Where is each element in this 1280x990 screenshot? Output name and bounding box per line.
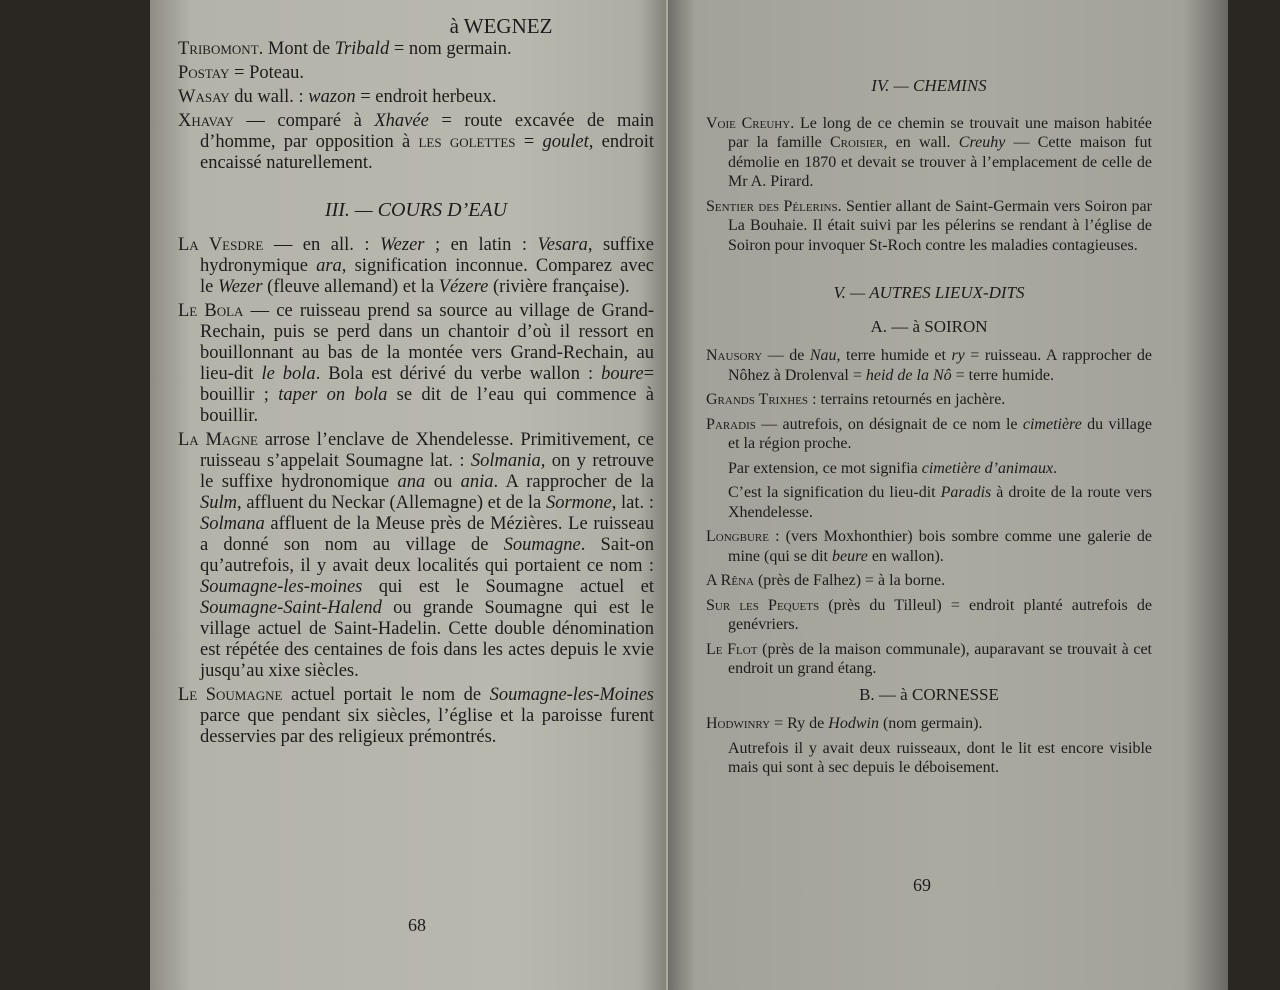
italic-text: Nau: [809, 347, 837, 364]
entry-term: Le Soumagne: [178, 685, 283, 705]
italic-text: ara: [316, 256, 342, 276]
left-page-text: [178, 16, 654, 751]
entry-term: Wasay: [178, 87, 230, 107]
text-segment: qui est le Soumagne actuel et: [362, 577, 654, 597]
entry: [178, 430, 654, 682]
page-number: 68: [408, 915, 426, 935]
text-segment: = Ry de: [770, 715, 829, 732]
text-segment: — Cette maison fut démolie en 1870 et devait se trouver à l’emplacement de celle de Mr A. Pirard.: [728, 134, 1152, 190]
entry-term: Voie Creuhy: [706, 114, 791, 132]
text-segment: , affluent du Neckar (Allemagne) et de la: [237, 493, 546, 513]
text-segment: arrose l’enclave de Xhendelesse. Primitivement, ce ruisseau s’appelait Soumagne lat. :: [200, 430, 654, 471]
italic-text: Creuhy: [958, 134, 1006, 151]
entry-continuation: [706, 483, 1152, 522]
text-segment: , suffixe hydronymique: [200, 235, 655, 276]
italic-text: Hodwin: [828, 715, 879, 732]
italic-text: Sormone: [545, 493, 612, 513]
entry-term: les golettes: [418, 132, 516, 152]
text-segment: = bouillir ;: [200, 364, 654, 405]
text-segment: parce que pendant six siècles, l’église et la paroisse furent desservies par des religieux prémontrés.: [200, 706, 654, 747]
text-segment: Autrefois il y avait deux ruisseaux, dont le lit est encore visible mais qui sont à sec depuis le déboisement.: [728, 739, 1152, 776]
text-segment: = terre humide.: [951, 366, 1054, 384]
text-segment: . Sait-on qu’autrefois, il y avait deux localités qui portaient ce nom :: [200, 535, 654, 576]
text-segment: ou grande Soumagne qui est le village actuel de Saint-Hadelin. Cette double dénomination est répétée des centaines de fois dans les actes depuis le xvie jusqu’au xixe siècles.: [200, 598, 654, 681]
left-page: [150, 0, 670, 990]
italic-text: ana: [397, 472, 426, 492]
text-segment: (près du Tilleul) = endroit planté autrefois de genévriers.: [728, 596, 1152, 633]
italic-text: Wezer: [217, 277, 263, 297]
text-segment: C’est la signification du lieu-dit: [728, 484, 941, 501]
section-heading: IV. — CHEMINS: [871, 76, 987, 95]
text-segment: — autrefois, on désignait de ce nom le: [755, 415, 1023, 433]
entry-term: Sentier des Pélerins: [706, 197, 838, 215]
entry: [178, 301, 654, 427]
italic-text: wazon: [308, 87, 356, 107]
entry-term: Nausory: [706, 347, 763, 364]
text-segment: . Bola est dérivé du verbe wallon :: [315, 364, 602, 384]
entry-list: [178, 235, 654, 682]
text-segment: — comparé à: [233, 111, 375, 131]
text-segment: (près de Falhez) = à la borne.: [753, 572, 946, 589]
italic-text: Tribald: [334, 39, 390, 59]
entry-term: Grands Trixhes: [706, 391, 809, 408]
entry-list: [706, 346, 1152, 679]
entry-term: Paradis: [706, 415, 756, 433]
entry: [706, 596, 1152, 635]
entry: [706, 415, 1152, 454]
text-segment: , terre humide et: [836, 347, 952, 364]
right-page-text: [706, 76, 1152, 783]
italic-text: goulet: [542, 132, 589, 152]
italic-text: heid de la Nô: [865, 366, 952, 384]
italic-text: Vesara: [537, 235, 588, 255]
italic-text: Soumagne-Saint-Halend: [200, 598, 382, 618]
section-heading: III. — COURS D’EAU: [324, 199, 508, 221]
text-segment: (près de la maison communale), auparavant se trouvait à cet endroit un grand étang.: [728, 640, 1153, 677]
entry: [706, 527, 1152, 566]
italic-text: cimetière: [1022, 415, 1082, 433]
entry-list: [706, 114, 1152, 256]
text-segment: , lat. :: [611, 493, 654, 513]
text-segment: = nom germain.: [389, 39, 512, 59]
entry-term: Postay: [178, 63, 230, 83]
text-segment: . A rapprocher de la: [493, 472, 655, 492]
italic-text: Xhavée: [374, 111, 429, 131]
italic-text: ry: [951, 347, 965, 364]
text-segment: Par extension, ce mot signifia: [728, 459, 922, 477]
italic-text: beure: [831, 547, 868, 565]
text-segment: . Sentier allant de Saint-Germain vers Soiron par La Bouhaie. Il était suivi par les pélerins se rendant à l’église de Soiron pour invoquer St-Roch contre les maladies contagieuses.: [728, 197, 1152, 254]
italic-text: Solmana: [200, 514, 265, 534]
text-segment: : (vers Moxhonthier) bois sombre comme une galerie de mine (qui se dit: [728, 528, 1152, 565]
entry-term: La Vesdre: [178, 235, 264, 255]
text-segment: . Le long de ce chemin se trouvait une maison habitée par la famille: [728, 114, 1153, 151]
right-page: [668, 0, 1228, 990]
entry-term: Xhavay: [178, 111, 234, 131]
entry: [178, 235, 654, 298]
entry: [706, 714, 1152, 734]
entry: [178, 111, 654, 174]
subsection-heading: B. — à CORNESSE: [859, 684, 999, 704]
text-segment: — de: [762, 347, 810, 364]
text-segment: actuel portait le nom de: [282, 685, 490, 705]
page-number: 69: [913, 875, 931, 895]
entry: [178, 87, 654, 108]
entry-continuation: [706, 459, 1152, 479]
italic-text: taper on bola: [278, 385, 388, 405]
text-segment: , en wall.: [883, 134, 959, 151]
italic-text: Soumagne: [503, 535, 581, 555]
italic-text: cimetière d’animaux: [921, 459, 1054, 477]
text-segment: = ruisseau. A rapprocher de Nôhez à Drolenval =: [728, 347, 1152, 384]
entry-term: Hodwinry: [706, 715, 771, 732]
entry-list: [706, 714, 1152, 778]
entry-term: Tribomont: [178, 39, 259, 59]
text-segment: (fleuve allemand) et la: [262, 277, 439, 297]
entry-term: Croisier: [829, 134, 884, 151]
italic-text: le bola: [261, 364, 316, 384]
text-segment: du wall. :: [229, 87, 309, 107]
text-segment: (nom germain).: [878, 715, 983, 732]
text-segment: affluent de la Meuse près de Mézières. Le ruisseau a donné son nom au village de: [200, 514, 654, 555]
entry: [706, 346, 1152, 385]
text-segment: : terrains retournés en jachère.: [808, 391, 1006, 408]
text-segment: se dit de l’eau qui commence à bouillir.: [200, 385, 654, 426]
text-segment: — ce ruisseau prend sa source au village de Grand-Rechain, puis se perd dans un chantoir d’où il ressort en bouillonnant au bas de la montée vers Grand-Rechain, au lieu-dit: [200, 301, 654, 384]
running-head: à WEGNEZ: [449, 14, 553, 38]
text-segment: . Mont de: [258, 39, 335, 59]
entry: [706, 197, 1152, 256]
entry: [706, 640, 1152, 679]
italic-text: ania: [460, 472, 494, 492]
entry-term: La Magne: [178, 430, 258, 450]
entry: [178, 63, 654, 84]
italic-text: Solmania,: [470, 451, 546, 471]
italic-text: Paradis: [940, 484, 992, 501]
text-segment: , signification inconnue. Comparez avec le: [200, 256, 654, 297]
italic-text: boure: [601, 364, 644, 384]
entry-list: [178, 39, 654, 174]
text-segment: .: [1053, 459, 1058, 477]
italic-text: Vézere: [438, 277, 489, 297]
entry: [178, 39, 654, 60]
text-segment: (rivière française).: [488, 277, 630, 297]
entry-le-soumagne: [178, 685, 654, 748]
entry: [706, 114, 1152, 192]
text-segment: — en all. :: [263, 235, 380, 255]
text-segment: à droite de la route vers Xhendelesse.: [728, 484, 1152, 521]
entry-term: Longbure: [706, 528, 769, 545]
entry-term: A Rêna: [706, 572, 754, 589]
italic-text: Wezer: [379, 235, 425, 255]
entry-term: Le Bola: [178, 301, 244, 321]
italic-text: Soumagne-les-Moines: [489, 685, 654, 705]
text-segment: = Poteau.: [229, 63, 305, 83]
text-segment: , endroit encaissé naturellement.: [200, 132, 655, 173]
entry-term: Le Flot: [706, 640, 758, 658]
entry: [706, 571, 1152, 591]
text-segment: ; en latin :: [424, 235, 538, 255]
entry-continuation: [706, 739, 1152, 778]
section-heading: V. — AUTRES LIEUX-DITS: [833, 283, 1025, 302]
text-segment: = endroit herbeux.: [355, 87, 497, 107]
text-segment: =: [515, 132, 543, 152]
entry: [706, 390, 1152, 410]
italic-text: Sulm: [200, 493, 237, 513]
subsection-heading: A. — à SOIRON: [870, 316, 988, 336]
text-segment: du village et la région proche.: [728, 415, 1152, 452]
text-segment: en wallon).: [867, 547, 944, 565]
entry-term: Sur les Pequets: [706, 596, 820, 614]
text-segment: = route excavée de main d’homme, par opposition à: [200, 111, 654, 152]
italic-text: Soumagne-les-moines: [200, 577, 363, 597]
text-segment: ou: [425, 472, 461, 492]
text-segment: on y retrouve le suffixe hydronomique: [200, 451, 654, 492]
